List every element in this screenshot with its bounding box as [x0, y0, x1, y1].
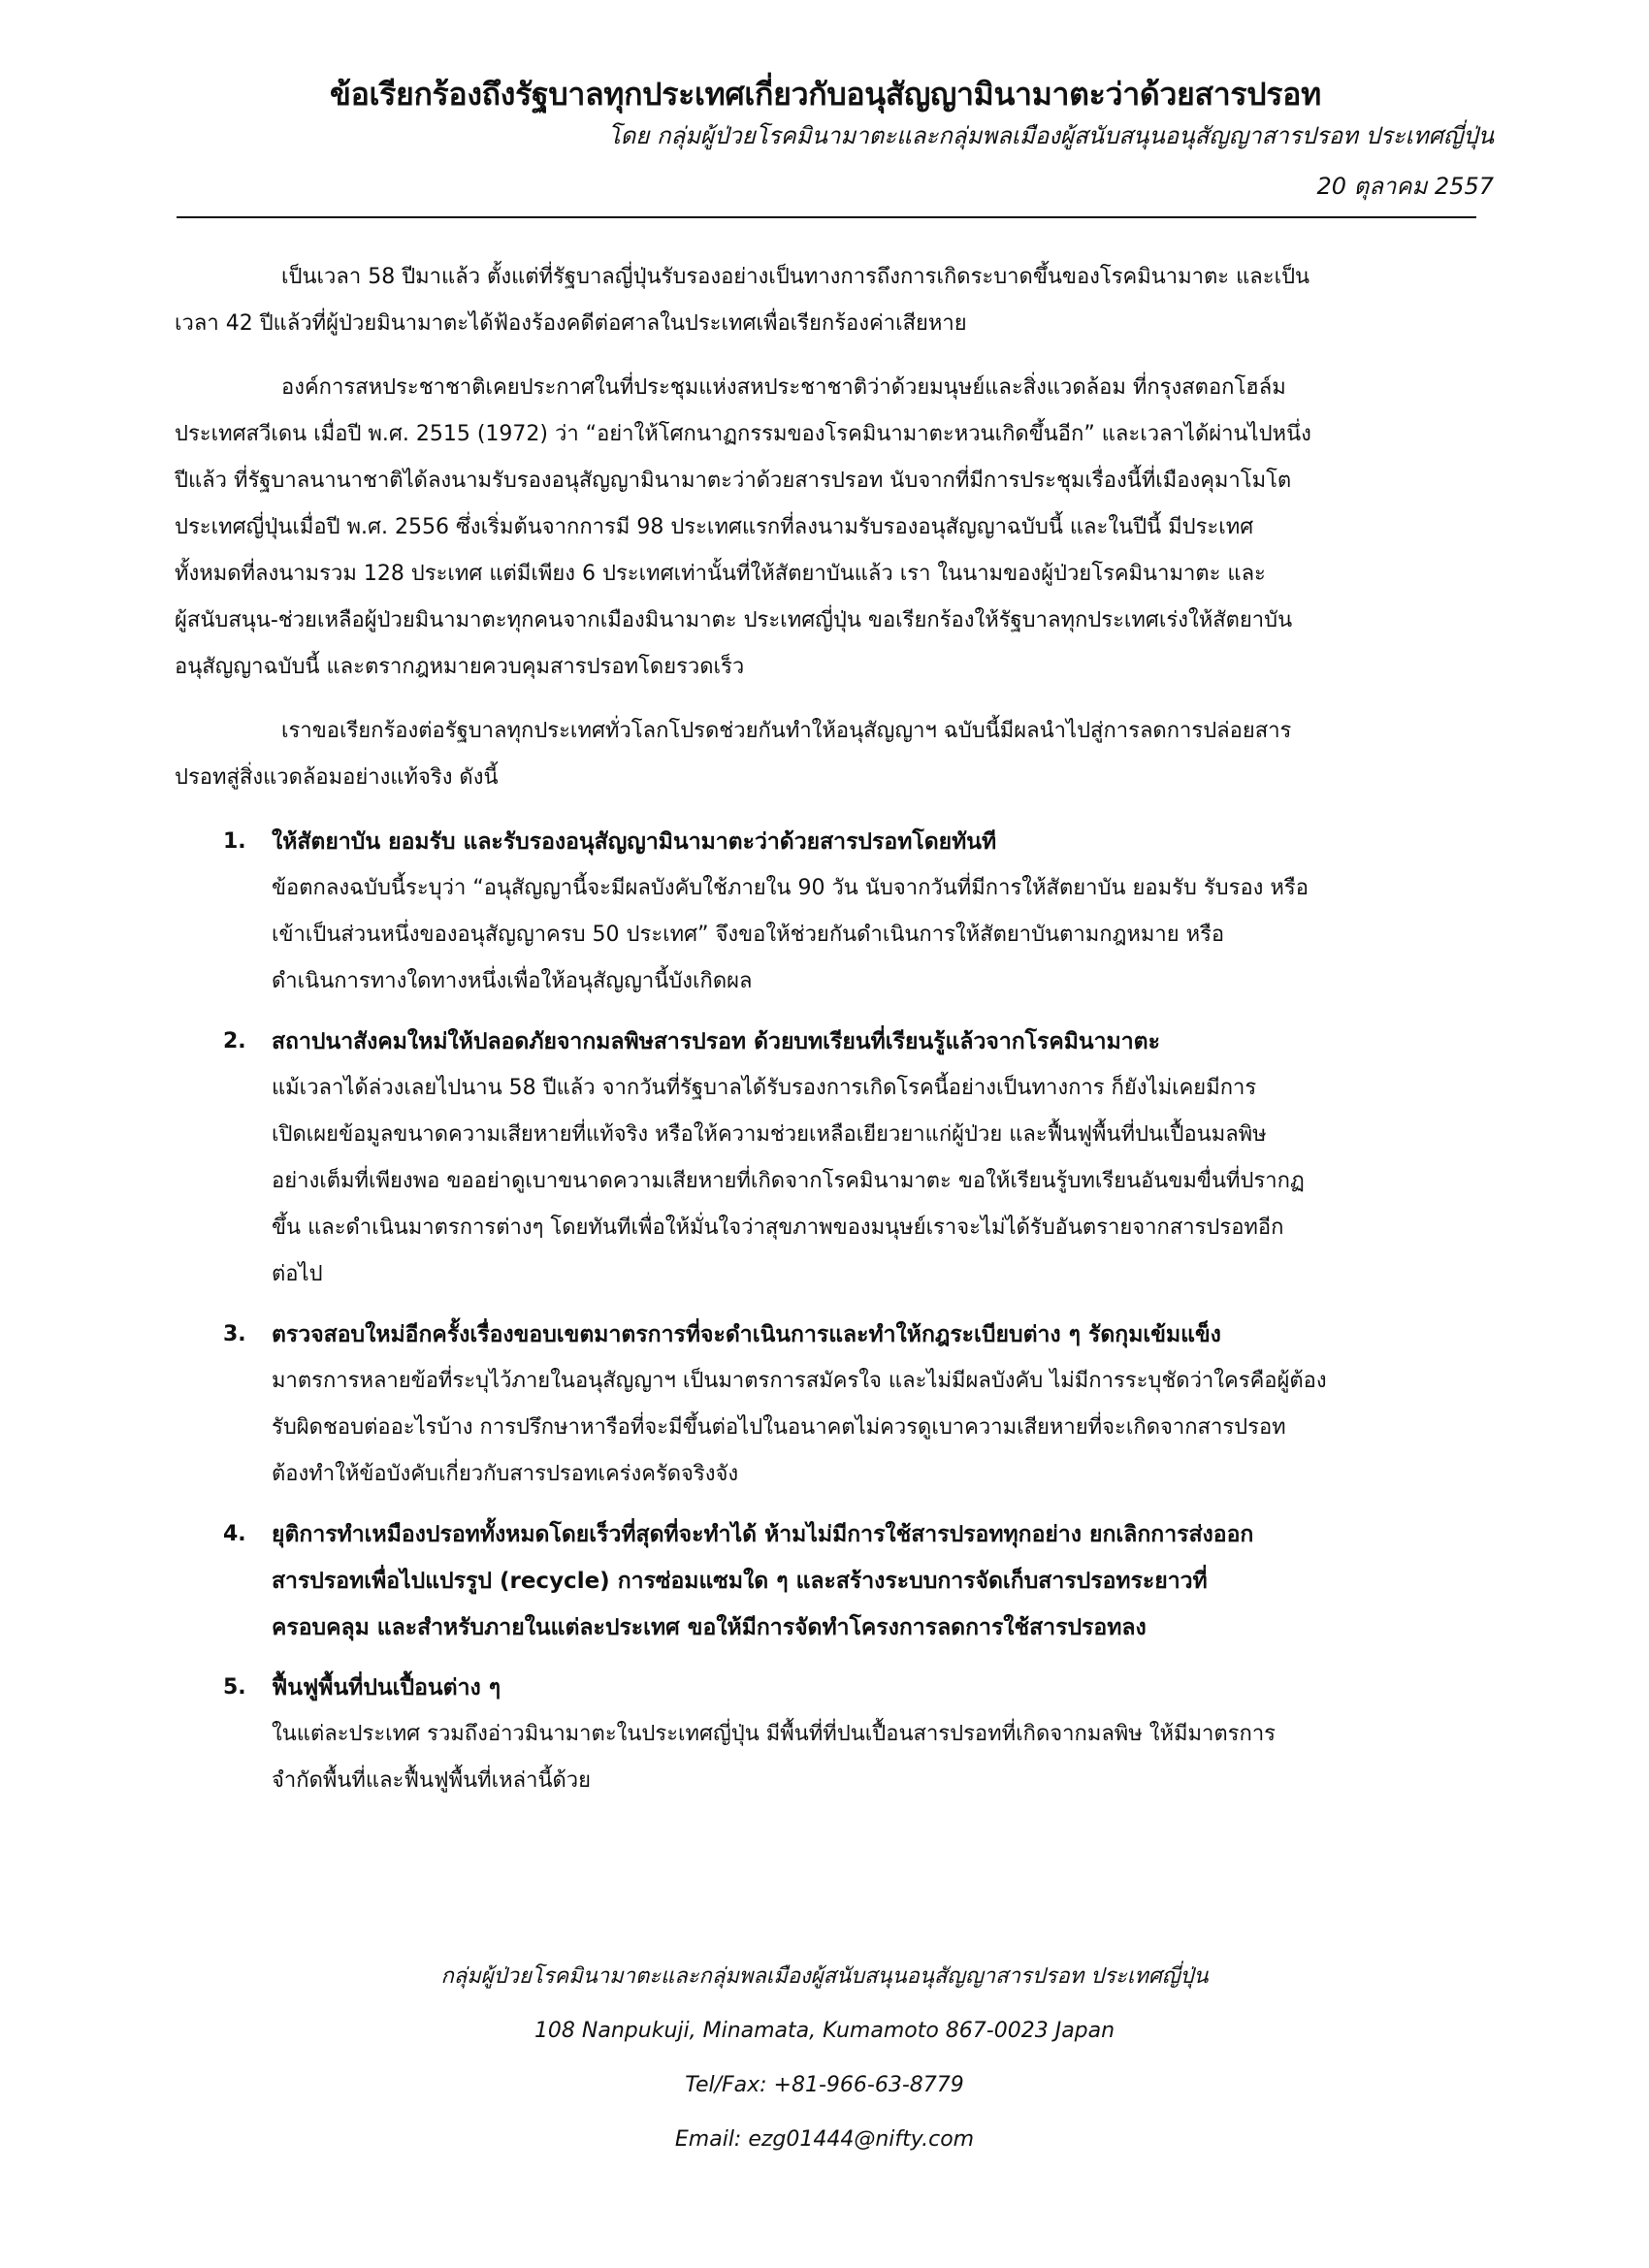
paragraph-line: ผู้สนับสนุน-ช่วยเหลือผู้ป่วยมินามาตะทุกคนจากเมืองมินามาตะ ประเทศญี่ปุ่น ขอเรียกร้องให้รัฐบาลทุกประเทศเร่งให้สัตยาบัน [175, 608, 1293, 632]
item-line: รับผิดชอบต่ออะไรบ้าง การปรึกษาหารือที่จะมีขึ้นต่อไปในอนาคตไม่ควรดูเบาความเสียหายที่จะเกิดจากสารปรอท [272, 1415, 1286, 1440]
item-line: แม้เวลาได้ล่วงเลยไปนาน 58 ปีแล้ว จากวันที่รัฐบาลได้รับรองการเกิดโรคนี้อย่างเป็นทางการ ก็ยังไม่เคยมีการ [272, 1076, 1257, 1100]
header-divider [177, 216, 1476, 218]
item-heading-line: ครอบคลุม และสำหรับภายในแต่ละประเทศ ขอให้มีการจัดทำโครงการลดการใช้สารปรอทลง [272, 1615, 1147, 1640]
item-line: ขึ้น และดำเนินมาตรการต่างๆ โดยทันทีเพื่อให้มั่นใจว่าสุขภาพของมนุษย์เราจะไม่ได้รับอันตรายจากสารปรอทอีก [272, 1215, 1284, 1240]
item-line: จำกัดพื้นที่และฟื้นฟูพื้นที่เหล่านี้ด้วย [272, 1768, 592, 1793]
document-title: ข้อเรียกร้องถึงรัฐบาลทุกประเทศเกี่ยวกับอนุสัญญามินามาตะว่าด้วยสารปรอท [330, 76, 1321, 113]
item-heading: ตรวจสอบใหม่อีกครั้งเรื่องขอบเขตมาตรการที่จะดำเนินการและทำให้กฎระเบียบต่าง ๆ รัดกุมเข้มแข็ง [272, 1322, 1221, 1347]
item-heading-line: สารปรอทเพื่อไปแปรรูป (recycle) การซ่อมแซมใด ๆ และสร้างระบบการจัดเก็บสารปรอทระยาวที่ [272, 1569, 1208, 1594]
item-number: 5. [223, 1675, 246, 1700]
item-number: 2. [223, 1029, 246, 1053]
demand-item-2 [175, 1019, 1513, 1298]
item-heading-line: ยุติการทำเหมืองปรอททั้งหมดโดยเร็วที่สุดที่จะทำได้ ห้ามไม่มีการใช้สารปรอททุกอย่าง ยกเลิกการส่งออก [272, 1522, 1254, 1547]
demand-item-3 [175, 1312, 1513, 1498]
item-line: เปิดเผยข้อมูลขนาดความเสียหายที่แท้จริง หรือให้ความช่วยเหลือเยียวยาแก่ผู้ป่วย และฟื้นฟูพื้นที่ปนเปื้อนมลพิษ [272, 1122, 1267, 1147]
footer-organization: กลุ่มผู้ป่วยโรคมินามาตะและกลุ่มพลเมืองผู้สนับสนุนอนุสัญญาสารปรอท ประเทศญี่ปุ่น [440, 1964, 1209, 1989]
paragraph-line: อนุสัญญาฉบับนี้ และตรากฎหมายควบคุมสารปรอทโดยรวดเร็ว [175, 655, 745, 679]
paragraph-line: ประเทศญี่ปุ่นเมื่อปี พ.ศ. 2556 ซึ่งเริ่มต้นจากการมี 98 ประเทศแรกที่ลงนามรับรองอนุสัญญาฉบับนี้ และในปีนี้ มีประเทศ [175, 515, 1254, 539]
demands-list [175, 819, 1513, 1804]
item-number: 1. [223, 829, 246, 854]
item-heading: สถาปนาสังคมใหม่ให้ปลอดภัยจากมลพิษสารปรอท ด้วยบทเรียนที่เรียนรู้แล้วจากโรคมินามาตะ [272, 1029, 1160, 1054]
item-line: เข้าเป็นส่วนหนึ่งของอนุสัญญาครบ 50 ประเทศ” จึงขอให้ช่วยกันดำเนินการให้สัตยาบันตามกฎหมาย หรือ [272, 923, 1225, 947]
demand-item-1 [175, 819, 1513, 1005]
item-heading: ฟื้นฟูพื้นที่ปนเปื้อนต่าง ๆ [272, 1675, 501, 1701]
paragraph-line: ประเทศสวีเดน เมื่อปี พ.ศ. 2515 (1972) ว่า “อย่าให้โศกนาฏกรรมของโรคมินามาตะหวนเกิดขึ้นอีก” และเวลาได้ผ่านไปหนึ่ง [175, 422, 1311, 446]
paragraph-intro [175, 254, 1513, 347]
paragraph-line: ปีแล้ว ที่รัฐบาลนานาชาติได้ลงนามรับรองอนุสัญญามินามาตะว่าด้วยสารปรอท นับจากที่มีการประชุมเรื่องนี้ที่เมืองคุมาโมโต [175, 469, 1292, 493]
item-line: ในแต่ละประเทศ รวมถึงอ่าวมินามาตะในประเทศญี่ปุ่น มีพื้นที่ที่ปนเปื้อนสารปรอทที่เกิดจากมลพิษ ให้มีมาตรการ [272, 1722, 1276, 1746]
paragraph-line: องค์การสหประชาชาติเคยประกาศในที่ประชุมแห่งสหประชาชาติว่าด้วยมนุษย์และสิ่งแวดล้อม ที่กรุงสตอกโฮล์ม [281, 375, 1286, 400]
footer-email[interactable]: Email: ezg01444@nifty.com [674, 2127, 975, 2152]
demand-item-5 [175, 1665, 1513, 1804]
paragraph-un-declaration [175, 365, 1513, 691]
item-line: อย่างเต็มที่เพียงพอ ขออย่าดูเบาขนาดความเสียหายที่เกิดจากโรคมินามาตะ ขอให้เรียนรู้บทเรียนอันขมขื่นที่ปรากฏ [272, 1169, 1305, 1193]
item-line: ข้อตกลงฉบับนี้ระบุว่า “อนุสัญญานี้จะมีผลบังคับใช้ภายใน 90 วัน นับจากวันที่มีการให้สัตยาบัน ยอมรับ รับรอง หรือ [272, 876, 1309, 900]
item-number: 3. [223, 1322, 246, 1346]
contact-footer [0, 1950, 1649, 2167]
item-number: 4. [223, 1522, 246, 1546]
item-line: ต่อไป [272, 1262, 323, 1286]
paragraph-line: เราขอเรียกร้องต่อรัฐบาลทุกประเทศทั่วโลกโปรดช่วยกันทำให้อนุสัญญาฯ ฉบับนี้มีผลนำไปสู่การลดการปล่อยสาร [281, 719, 1292, 743]
paragraph-line: เวลา 42 ปีแล้วที่ผู้ป่วยมินามาตะได้ฟ้องร้องคดีต่อศาลในประเทศเพื่อเรียกร้องค่าเสียหาย [175, 311, 967, 336]
item-line: ดำเนินการทางใดทางหนึ่งเพื่อให้อนุสัญญานี้บังเกิดผล [272, 969, 753, 993]
paragraph-line: ปรอทสู่สิ่งแวดล้อมอย่างแท้จริง ดังนี้ [175, 765, 499, 790]
paragraph-request [175, 708, 1513, 801]
item-heading: ให้สัตยาบัน ยอมรับ และรับรองอนุสัญญามินามาตะว่าด้วยสารปรอทโดยทันที [272, 829, 997, 855]
document-date: 20 ตุลาคม 2557 [1316, 173, 1494, 200]
item-line: มาตรการหลายข้อที่ระบุไว้ภายในอนุสัญญาฯ เป็นมาตรการสมัครใจ และไม่มีผลบังคับ ไม่มีการระบุชัดว่าใครคือผู้ต้อง [272, 1369, 1327, 1393]
paragraph-line: เป็นเวลา 58 ปีมาแล้ว ตั้งแต่ที่รัฐบาลญี่ปุ่นรับรองอย่างเป็นทางการถึงการเกิดระบาดขึ้นของโรคมินามาตะ และเป็น [281, 265, 1310, 289]
document-body [175, 254, 1513, 1818]
demand-item-4 [175, 1511, 1513, 1651]
item-line: ต้องทำให้ข้อบังคับเกี่ยวกับสารปรอทเคร่งครัดจริงจัง [272, 1462, 739, 1486]
footer-telfax: Tel/Fax: +81-966-63-8779 [685, 2073, 964, 2097]
document-byline: โดย กลุ่มผู้ป่วยโรคมินามาตะและกลุ่มพลเมืองผู้สนับสนุนอนุสัญญาสารปรอท ประเทศญี่ปุ่น [607, 122, 1494, 149]
footer-address: 108 Nanpukuji, Minamata, Kumamoto 867-0023 Japan [534, 2019, 1116, 2043]
paragraph-line: ทั้งหมดที่ลงนามรวม 128 ประเทศ แต่มีเพียง 6 ประเทศเท่านั้นที่ให้สัตยาบันแล้ว เรา ในนามของผู้ป่วยโรคมินามาตะ และ [175, 562, 1266, 586]
